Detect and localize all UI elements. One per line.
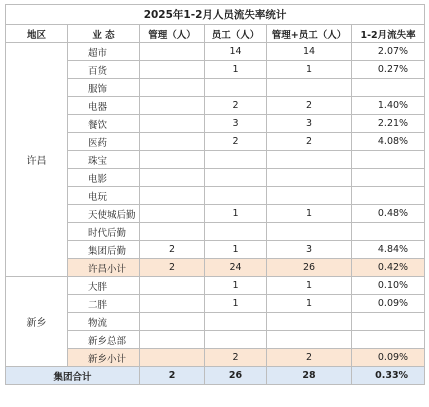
turnover-sheet [5,4,424,385]
total-cell [267,223,352,241]
staff-cell: 2 [205,97,267,115]
grand-total-management: 2 [140,367,205,385]
turnover-table [5,4,425,385]
staff-cell [205,79,267,97]
subtotal-rate: 0.09% [352,349,425,367]
management-cell [140,223,205,241]
total-cell: 3 [267,241,352,259]
rate-cell: 0.09% [352,295,425,313]
total-cell: 1 [267,295,352,313]
staff-cell [205,223,267,241]
category-cell: 电影 [68,169,140,187]
table-row [6,151,425,169]
rate-cell [352,79,425,97]
rate-cell [352,331,425,349]
category-cell: 二胖 [68,295,140,313]
total-cell [267,79,352,97]
management-cell [140,115,205,133]
total-cell: 2 [267,97,352,115]
staff-cell [205,169,267,187]
category-cell: 电器 [68,97,140,115]
total-cell: 1 [267,205,352,223]
management-cell [140,295,205,313]
staff-cell: 1 [205,241,267,259]
category-cell: 百货 [68,61,140,79]
staff-cell [205,331,267,349]
grand-total-staff: 26 [205,367,267,385]
region-xinxiang: 新乡 [6,277,68,367]
total-cell [267,187,352,205]
staff-cell: 1 [205,295,267,313]
table-row [6,187,425,205]
category-cell: 服饰 [68,79,140,97]
staff-cell: 14 [205,43,267,61]
title-row [6,5,425,25]
rate-cell: 0.48% [352,205,425,223]
table-row [6,97,425,115]
management-cell: 2 [140,241,205,259]
rate-cell: 2.21% [352,115,425,133]
management-cell [140,331,205,349]
grand-total-label: 集团合计 [6,367,140,385]
category-cell: 电玩 [68,187,140,205]
table-row [6,223,425,241]
table-row [6,133,425,151]
header-management: 管理（人） [140,25,205,43]
subtotal-staff: 2 [205,349,267,367]
category-cell: 天使城后勤 [68,205,140,223]
header-staff: 员工（人） [205,25,267,43]
table-row [6,331,425,349]
total-cell [267,331,352,349]
rate-cell [352,187,425,205]
staff-cell: 1 [205,61,267,79]
management-cell [140,133,205,151]
staff-cell: 1 [205,277,267,295]
table-row [6,169,425,187]
subtotal-row-xuchang [6,259,425,277]
rate-cell: 4.84% [352,241,425,259]
staff-cell: 2 [205,133,267,151]
management-cell [140,313,205,331]
staff-cell [205,313,267,331]
total-cell: 1 [267,277,352,295]
management-cell [140,79,205,97]
table-row [6,43,425,61]
subtotal-label: 许昌小计 [68,259,140,277]
subtotal-management: 2 [140,259,205,277]
table-title: 2025年1-2月人员流失率统计 [6,5,425,25]
subtotal-management [140,349,205,367]
grand-total-rate: 0.33% [352,367,425,385]
category-cell: 珠宝 [68,151,140,169]
table-row [6,313,425,331]
rate-cell [352,151,425,169]
staff-cell: 1 [205,205,267,223]
management-cell [140,97,205,115]
table-row [6,277,425,295]
total-cell [267,313,352,331]
rate-cell [352,313,425,331]
total-cell [267,169,352,187]
category-cell: 物流 [68,313,140,331]
staff-cell [205,151,267,169]
table-row [6,61,425,79]
category-cell: 餐饮 [68,115,140,133]
region-xuchang: 许昌 [6,43,68,277]
header-category: 业 态 [68,25,140,43]
management-cell [140,205,205,223]
table-row [6,295,425,313]
grand-total-row [6,367,425,385]
management-cell [140,61,205,79]
staff-cell: 3 [205,115,267,133]
table-row [6,115,425,133]
management-cell [140,187,205,205]
subtotal-rate: 0.42% [352,259,425,277]
table-row [6,79,425,97]
rate-cell: 4.08% [352,133,425,151]
total-cell [267,151,352,169]
header-total: 管理+员工（人） [267,25,352,43]
rate-cell [352,223,425,241]
rate-cell [352,169,425,187]
staff-cell [205,187,267,205]
rate-cell: 1.40% [352,97,425,115]
total-cell: 14 [267,43,352,61]
rate-cell: 0.27% [352,61,425,79]
category-cell: 时代后勤 [68,223,140,241]
table-row [6,205,425,223]
subtotal-label: 新乡小计 [68,349,140,367]
management-cell [140,151,205,169]
category-cell: 新乡总部 [68,331,140,349]
management-cell [140,277,205,295]
management-cell [140,169,205,187]
subtotal-total: 26 [267,259,352,277]
total-cell: 3 [267,115,352,133]
total-cell: 2 [267,133,352,151]
header-row [6,25,425,43]
category-cell: 超市 [68,43,140,61]
grand-total-total: 28 [267,367,352,385]
header-region: 地区 [6,25,68,43]
rate-cell: 0.10% [352,277,425,295]
subtotal-total: 2 [267,349,352,367]
subtotal-row-xinxiang [6,349,425,367]
table-row [6,241,425,259]
category-cell: 集团后勤 [68,241,140,259]
subtotal-staff: 24 [205,259,267,277]
rate-cell: 2.07% [352,43,425,61]
header-rate: 1-2月流失率 [352,25,425,43]
total-cell: 1 [267,61,352,79]
management-cell [140,43,205,61]
category-cell: 医药 [68,133,140,151]
category-cell: 大胖 [68,277,140,295]
